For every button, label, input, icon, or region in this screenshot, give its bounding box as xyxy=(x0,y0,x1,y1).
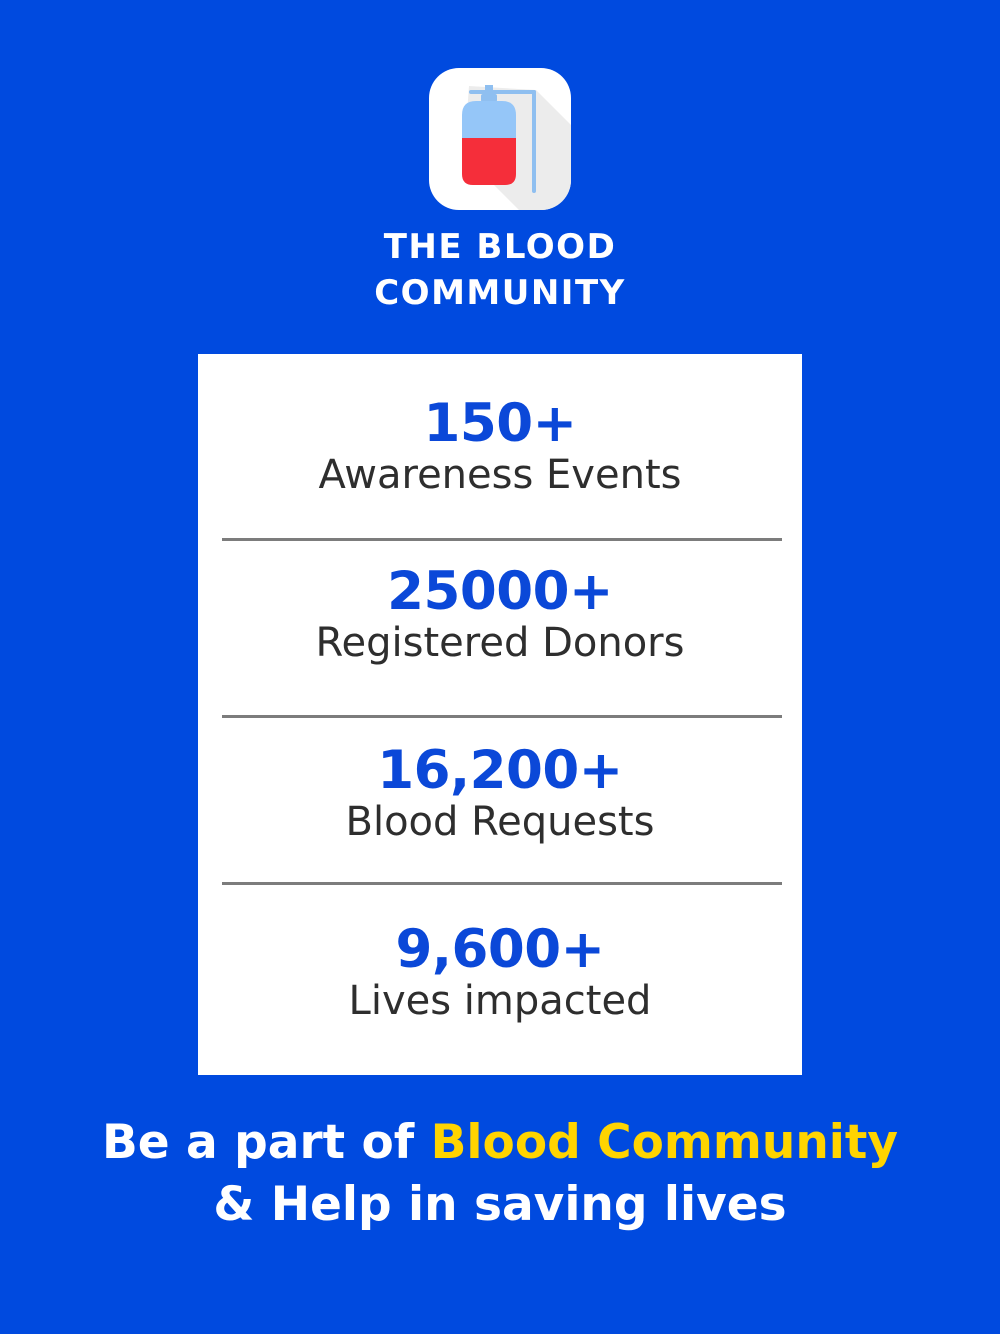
tagline-prefix: Be a part of xyxy=(101,1115,431,1170)
divider xyxy=(222,882,782,885)
blood-bag-icon xyxy=(429,68,571,210)
stat-label: Registered Donors xyxy=(315,620,685,666)
stat-value: 150+ xyxy=(423,393,577,454)
tagline-line2: & Help in saving lives xyxy=(213,1177,787,1232)
divider xyxy=(222,715,782,718)
stat-lives-impacted xyxy=(198,920,802,1024)
tagline-highlight: Blood Community xyxy=(430,1115,898,1170)
stats-card xyxy=(198,354,802,1075)
stat-value: 25000+ xyxy=(387,561,613,622)
stat-value: 9,600+ xyxy=(395,919,605,980)
stat-value: 16,200+ xyxy=(377,740,623,801)
brand-name xyxy=(0,224,1000,316)
divider xyxy=(222,538,782,541)
app-icon xyxy=(429,68,571,210)
stat-blood-requests xyxy=(198,741,802,845)
stat-registered-donors xyxy=(198,562,802,666)
stat-label: Blood Requests xyxy=(345,799,655,845)
brand-name-line1: THE BLOOD xyxy=(383,227,617,267)
stat-label: Lives impacted xyxy=(348,978,652,1024)
tagline xyxy=(0,1112,1000,1236)
stat-awareness-events xyxy=(198,394,802,498)
brand-name-line2: COMMUNITY xyxy=(374,273,626,313)
tagline-line1 xyxy=(0,1112,1000,1174)
stat-label: Awareness Events xyxy=(318,452,682,498)
